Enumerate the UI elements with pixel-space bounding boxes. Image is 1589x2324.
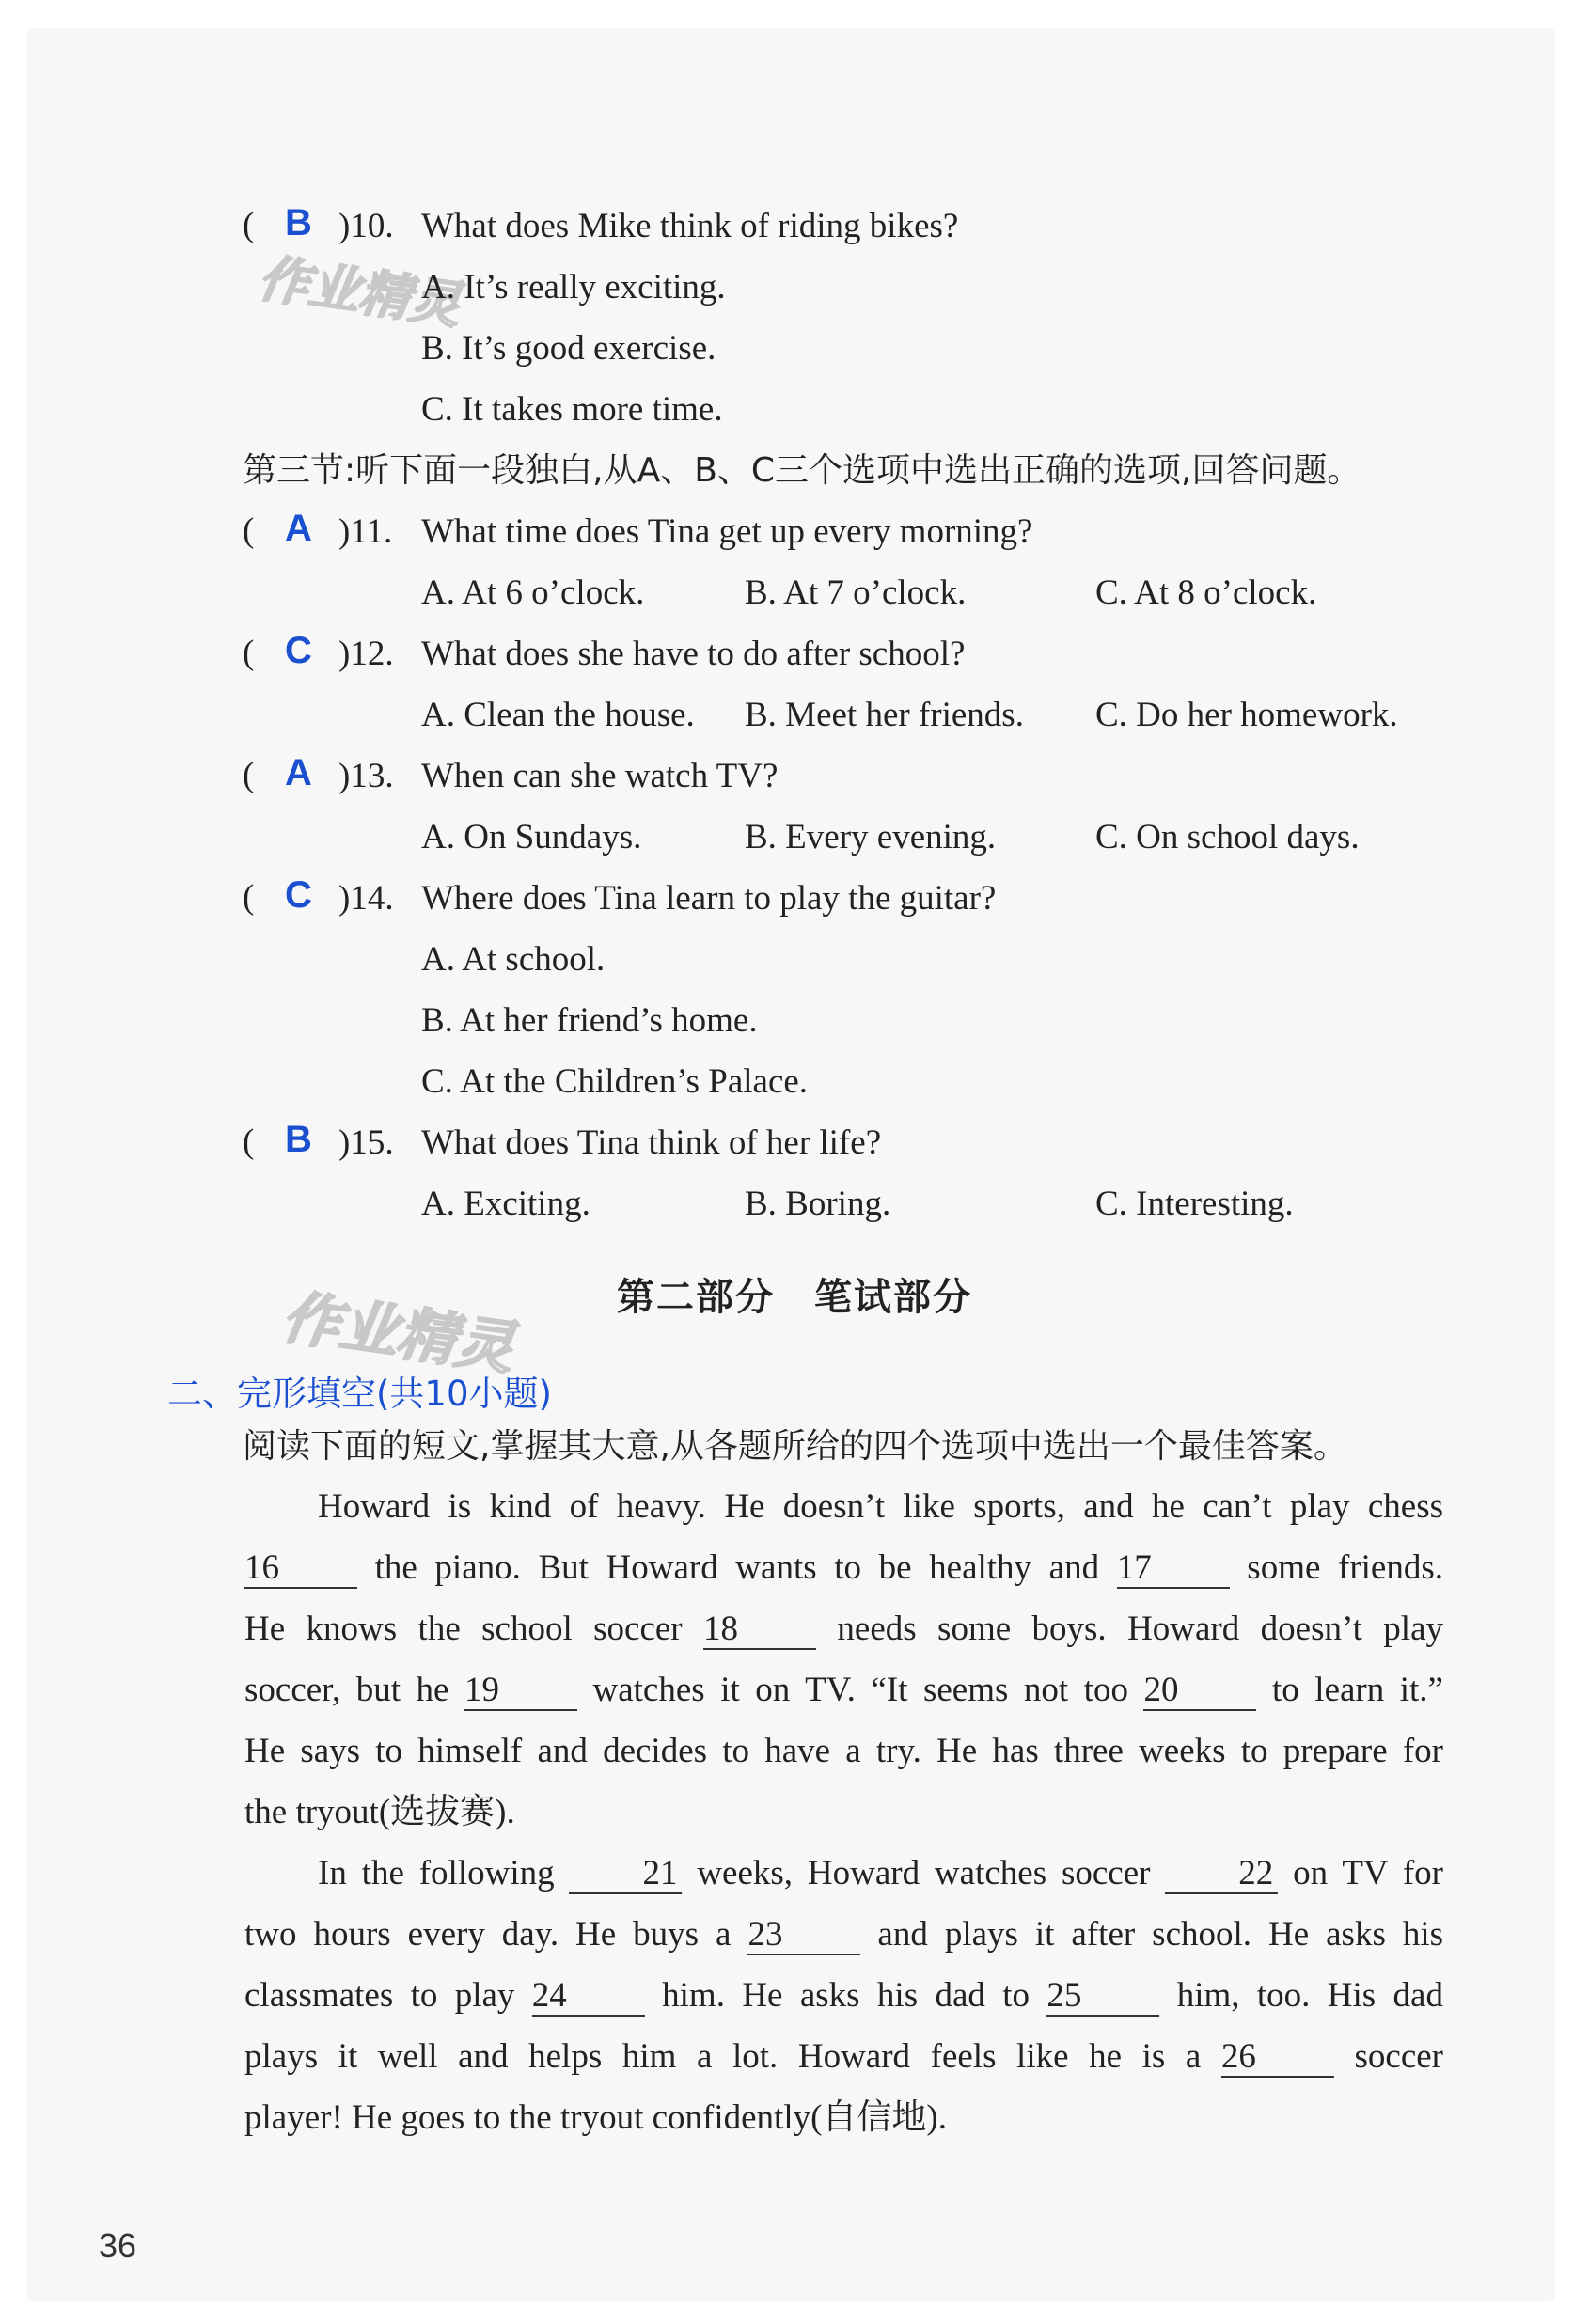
passage-text: He says to himself and decides to have a try. He has three weeks to prepare for	[244, 1732, 1443, 1770]
passage-text: to learn it.”	[1256, 1671, 1443, 1709]
passage-text: player! He goes to the tryout confidently(自信地).	[244, 2098, 947, 2137]
passage-line	[244, 1843, 1443, 1904]
blank-21: 21	[569, 1855, 682, 1894]
passage-text: Howard is kind of heavy. He doesn’t like sports, and he can’t play chess	[318, 1487, 1443, 1526]
passage-line	[244, 2087, 1443, 2148]
question-text: Where does Tina learn to play the guitar?	[421, 879, 997, 918]
part-title: 第二部分 笔试部分	[617, 1276, 972, 1319]
blank-24: 24	[532, 1977, 645, 2017]
passage-line	[244, 2026, 1443, 2087]
passage-text: watches it on TV. “It seems not too	[577, 1671, 1144, 1709]
cloze-instruction: 阅读下面的短文,掌握其大意,从各题所给的四个选项中选出一个最佳答案。	[243, 1427, 1347, 1466]
question-number: )10.	[338, 207, 394, 245]
passage-line	[244, 1904, 1443, 1965]
blank-20: 20	[1143, 1672, 1256, 1711]
option-b: B. Meet her friends.	[745, 696, 1024, 734]
option-c: C. On school days.	[1095, 818, 1360, 856]
passage-paragraph-1	[244, 1476, 1443, 1843]
passage-line	[244, 1598, 1443, 1659]
question-number: )12.	[338, 635, 394, 673]
passage-line	[244, 1659, 1443, 1720]
passage-text: the piano. But Howard wants to be healthy and	[357, 1548, 1117, 1587]
question-text: What does she have to do after school?	[421, 635, 966, 673]
option-a: A. On Sundays.	[421, 818, 642, 856]
answer-12: C	[285, 630, 312, 671]
passage-text: some friends.	[1229, 1548, 1443, 1587]
passage-text: In the following	[318, 1854, 570, 1892]
blank-18: 18	[703, 1610, 816, 1650]
page-number: 36	[99, 2226, 137, 2265]
passage-paragraph-2	[244, 1843, 1443, 2148]
question-text: What time does Tina get up every morning?	[421, 512, 1033, 551]
question-number: )15.	[338, 1123, 394, 1162]
option-c: C. Do her homework.	[1095, 696, 1398, 734]
option-a: A. It’s really exciting.	[421, 268, 726, 306]
passage-line	[244, 1965, 1443, 2026]
question-text: What does Tina think of her life?	[421, 1123, 882, 1162]
answer-13: A	[285, 752, 312, 793]
passage-text: classmates to play	[244, 1976, 532, 2015]
passage-text: and plays it after school. He asks his	[860, 1915, 1443, 1954]
blank-25: 25	[1046, 1977, 1159, 2017]
passage-text: him, too. His dad	[1159, 1976, 1443, 2015]
section3-instruction: 第三节:听下面一段独白,从A、B、C三个选项中选出正确的选项,回答问题。	[243, 451, 1361, 490]
blank-16: 16	[244, 1549, 357, 1589]
option-c: C. At the Children’s Palace.	[421, 1062, 809, 1101]
question-number: )13.	[338, 757, 394, 795]
passage-text: on TV for	[1278, 1854, 1443, 1892]
passage-text: plays it well and helps him a lot. Howard feels like he is a	[244, 2037, 1221, 2076]
answer-11: A	[285, 508, 312, 549]
question-text: What does Mike think of riding bikes?	[421, 207, 959, 245]
section-heading: 二、完形填空(共10小题)	[167, 1374, 552, 1414]
passage-text: the tryout(选拔赛).	[244, 1793, 515, 1831]
passage-text: soccer, but he	[244, 1671, 464, 1709]
option-b: B. It’s good exercise.	[421, 329, 716, 368]
question-number: )11.	[338, 512, 393, 551]
passage-line	[244, 1476, 1443, 1537]
blank-19: 19	[464, 1672, 577, 1711]
watermark-2: 作业精灵	[277, 1282, 519, 1383]
option-b: B. Boring.	[745, 1185, 891, 1223]
passage-line	[244, 1720, 1443, 1782]
blank-22: 22	[1165, 1855, 1278, 1894]
passage-text: needs some boys. Howard doesn’t play	[816, 1610, 1443, 1648]
question-text: When can she watch TV?	[421, 757, 779, 795]
option-c: C. Interesting.	[1095, 1185, 1294, 1223]
option-b: B. At 7 o’clock.	[745, 573, 967, 612]
blank-17: 17	[1117, 1549, 1230, 1589]
watermark-1: 作业精灵	[255, 248, 464, 336]
option-c: C. It takes more time.	[421, 390, 723, 429]
question-number: )14.	[338, 879, 394, 918]
passage-text: soccer	[1333, 2037, 1443, 2076]
answer-14: C	[285, 874, 312, 916]
option-b: B. At her friend’s home.	[421, 1001, 758, 1040]
answer-10: B	[285, 202, 312, 243]
option-a: A. At school.	[421, 940, 606, 979]
option-c: C. At 8 o’clock.	[1095, 573, 1317, 612]
option-a: A. Clean the house.	[421, 696, 695, 734]
blank-26: 26	[1221, 2038, 1334, 2078]
option-a: A. Exciting.	[421, 1185, 590, 1223]
passage-text: weeks, Howard watches soccer	[682, 1854, 1166, 1892]
blank-23: 23	[747, 1916, 860, 1955]
passage-line	[244, 1537, 1443, 1598]
answer-15: B	[285, 1119, 312, 1160]
option-a: A. At 6 o’clock.	[421, 573, 645, 612]
passage-text: him. He asks his dad to	[644, 1976, 1047, 2015]
passage-line	[244, 1782, 1443, 1843]
passage-text: He knows the school soccer	[244, 1610, 704, 1648]
passage-text: two hours every day. He buys a	[244, 1915, 748, 1954]
option-b: B. Every evening.	[745, 818, 997, 856]
